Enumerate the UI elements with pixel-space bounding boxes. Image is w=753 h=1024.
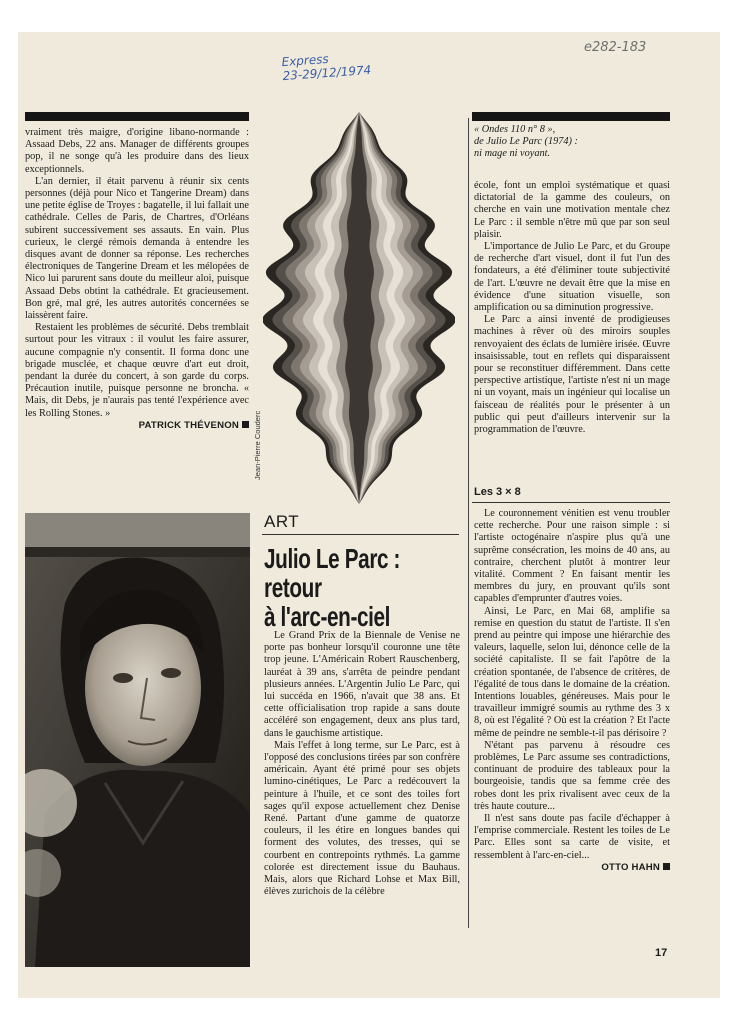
headline-line: Julio Le Parc : [264, 543, 401, 574]
signature-text: OTTO HAHN [601, 861, 660, 873]
caption-line: de Julio Le Parc (1974) : [474, 136, 578, 147]
subheading: Les 3 × 8 [474, 486, 521, 498]
right-paragraph: Le couronnement vénitien est venu troubler cette recherche. Pour une raison simple : si l'artiste octogénaire n'aspire plus qu'à une suprême consécration, les moins de 40 ans, au contraire, cherchent plutôt à montrer leur vitalité. Comment ? En faisant mentir les membres du jury, en prouvant qu'ils sont capables d'emprunter d'autres voies. [474, 508, 670, 605]
artwork-ondes-110 [263, 108, 455, 508]
right-paragraph: Ainsi, Le Parc, en Mai 68, amplifie sa remise en question du statut de l'artiste. Il s'en prend au peintre qui impose une hiérarchie des valeurs, laquelle, selon lui, dénonce celle de la société capitaliste. Il se fait l'apôtre de la création spontanée, de l'absence de critères, de l'égalité de tous dans le domaine de la création. Intentions louables, généreuses. Mais pour le travailleur immigré soumis au rythme des 3 x 8, où est l'égalité ? Où est la création ? Et l'acte même de peindre ne semble-t-il pas dérisoire ? [474, 605, 670, 739]
end-mark [663, 863, 670, 870]
right-paragraph: L'importance de Julio Le Parc, et du Groupe de recherche d'art visuel, dont il fut l'un des fondateurs, a été d'éliminer toute subjectivité de l'art. L'œuvre ne devait être que la mise en évidence d'une situation visuelle, son amplification ou sa diminution progressive. [474, 241, 670, 314]
artist-portrait-photo [25, 513, 250, 967]
left-paragraph: L'an dernier, il était parvenu à réunir six cents personnes (déjà pour Nico et Tangerine Dream) dans une petite église de Troyes : bagatelle, il lui fallait une cathédrale. Celles de Paris, de Chartres, d'Orléans subirent successivement ses assauts. En vain. Plus curieux, le clergé rémois demanda à entendre les disques avant de donner sa réponse. Les recherches électroniques de Tangerine Dream et les mélopées de Nico lui parurent sans doute du meilleur aloi, puisque Assaad Debs obtint la cathédrale. Et gracieusement. Bon gré, mal gré, les autres autorités concernées se laissèrent faire. [25, 175, 249, 322]
right-paragraph: école, font un emploi systématique et quasi dictatorial de la gamme des couleurs, on cherche en vain une motivation mentale chez Le Parc : il semble n'être mû que par son seul plaisir. [474, 180, 670, 240]
caption-line: « Ondes 110 n° 8 », [474, 124, 556, 135]
left-paragraph: vraiment très maigre, d'origine libano-normande : Assaad Debs, 22 ans. Manager de différents groupes pop, il ne songe qu'à les produire dans des lieux exceptionnels. [25, 127, 249, 175]
subheading-rule [472, 502, 670, 503]
middle-column [264, 630, 460, 898]
signature-text: PATRICK THÉVENON [138, 419, 239, 431]
page-number: 17 [655, 947, 668, 959]
middle-paragraph: Le Grand Prix de la Biennale de Venise ne porte pas bonheur lorsqu'il couronne une tête trop jeune. L'Américain Robert Rauschenberg, lauréat à 39 ans, s'arrêta de peindre pendant plusieurs années. L'Argentin Julio Le Parc, qui lui succéda en 1966, n'avait que 38 ans. Et cette officialisation trop rapide a sans doute accéléré son engagement, deux ans plus tard, dans le gauchisme artistique. [264, 630, 460, 739]
top-rule-right [472, 112, 670, 121]
column-divider [468, 118, 469, 928]
caption-line: ni mage ni voyant. [474, 148, 551, 159]
archive-number: e282-183 [584, 40, 647, 55]
handwritten-date-note: Express 23-29/12/1974 [281, 51, 372, 84]
section-label: ART [264, 512, 300, 531]
author-signature [474, 862, 670, 874]
right-column-top [474, 180, 670, 436]
artwork-caption [474, 124, 670, 160]
left-column [25, 127, 249, 432]
article-headline [264, 544, 409, 631]
headline-line: à l'arc-en-ciel [264, 601, 391, 632]
end-mark [242, 421, 249, 428]
middle-paragraph: Mais l'effet à long terme, sur Le Parc, est à l'opposé des conclusions tirées par son confrère américain. Ayant été primé pour ses objets lumino-cinétiques, Le Parc a redécouvert la peinture à l'huile, et ce sont des toiles fort sages qu'il expose actuellement chez Denise René. Partant d'une gamme de quatorze couleurs, il les étire en longues bandes qui forment des volutes, des tresses, qui se courbent en contrepoints rythmés. La gamme colorée est directement issue du Bauhaus. Mais, alors que Richard Lohse et Max Bill, élèves zurichois de la célèbre [264, 739, 460, 898]
right-paragraph: Le Parc a ainsi inventé de prodigieuses machines à rêver où des miroirs souples renvoyaient des éclats de lumière irisée. Œuvre insaisissable, tout en reflets qui disparaissent pour se reconstituer différemment. Dans cette perspective artistique, l'artiste n'est ni un mage ni un voyant, mais un ingénieur qui localise un faisceau de réalités pour le présenter à un public qui peut d'ailleurs intervenir sur la programmation de l'œuvre. [474, 314, 670, 436]
section-rule [262, 534, 459, 535]
headline-line: retour [264, 572, 322, 603]
top-rule-left [25, 112, 249, 121]
left-paragraph: Restaient les problèmes de sécurité. Debs tremblait surtout pour les vitraux : il voulut les faire assurer, aucune compagnie n'y consentit. Il forma donc une brigade musclée, et chaque œuvre d'art eut droit, pendant la durée du concert, à son garde du corps. Précaution inutile, puisque personne ne broncha. « Mais, dit Debs, je n'aurais pas tenté l'expérience avec les Rolling Stones. » [25, 322, 249, 419]
author-signature [25, 420, 249, 432]
portrait-illustration [25, 513, 250, 967]
right-paragraph: N'étant pas parvenu à résoudre ces problèmes, Le Parc assume ses contradictions, continuant de produire des tableaux pour la bourgeoisie, tandis que sa femme crée des robes dont les prix rivalisent avec ceux de la très haute couture... [474, 739, 670, 812]
right-column-bottom [474, 508, 670, 874]
photo-credit: Jean-Pierre Couderc [253, 410, 262, 480]
right-paragraph: Il n'est sans doute pas facile d'échapper à l'emprise commerciale. Restent les toiles de Le Parc. Elles sont sa carte de visite, et ressemblent à l'arc-en-ciel... [474, 813, 670, 861]
